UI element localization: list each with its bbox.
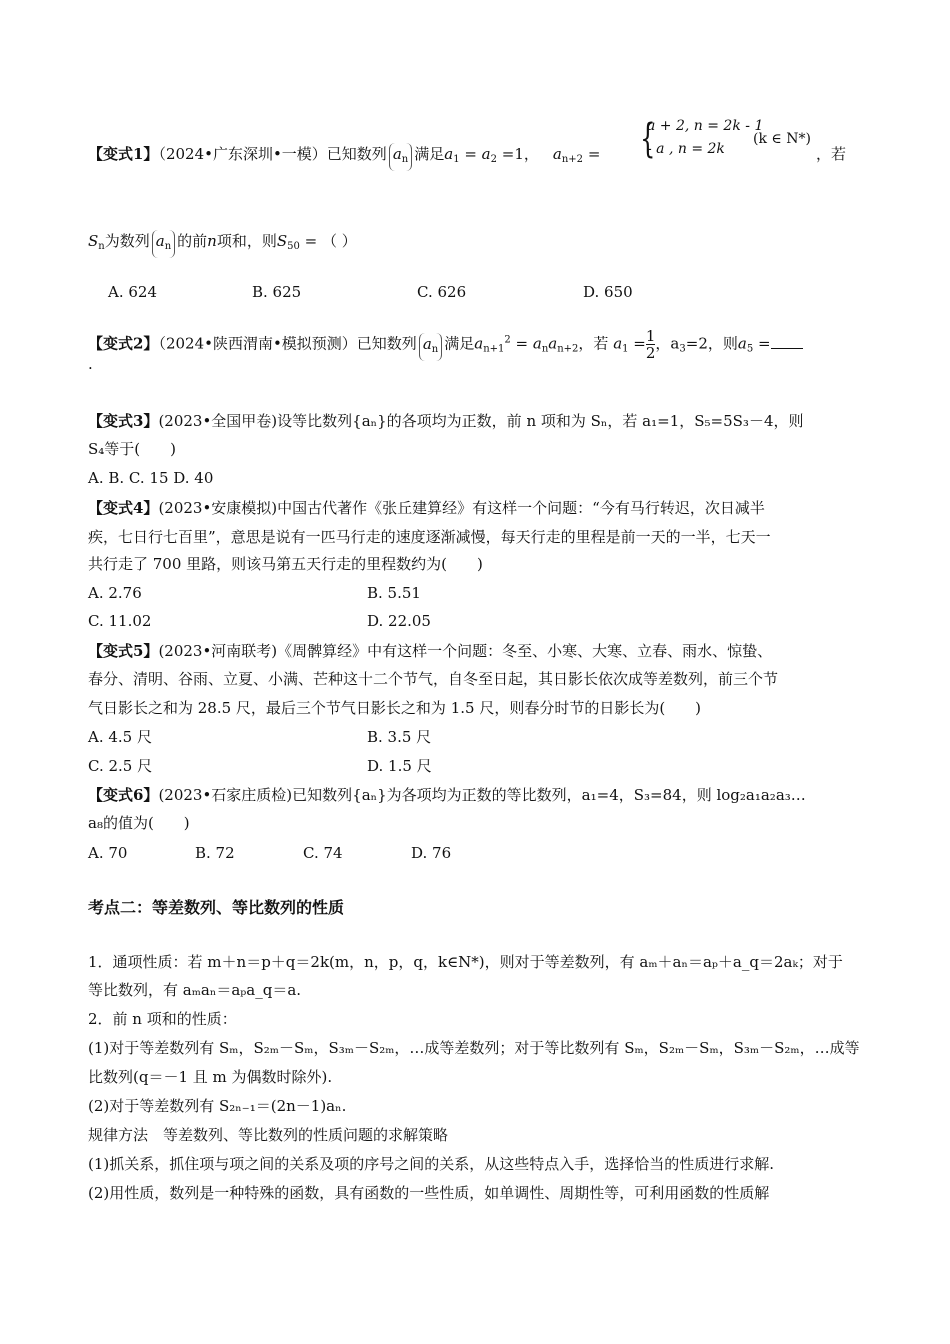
v4-text1: (2023•安康模拟)中国古代著作《张丘建算经》有这样一个问题：“今有马行转迟，次日减半 bbox=[158, 499, 765, 517]
v2-answer-blank bbox=[771, 348, 803, 349]
v6-option-b: B. 72 bbox=[195, 844, 235, 862]
v1-ruo: ，若 bbox=[816, 145, 847, 163]
v4-text3: 共行走了 700 里路，则该马第五天行走的里程数约为( ) bbox=[88, 555, 483, 573]
section-p1b: 等比数列，有 aₘaₙ＝aₚa_q＝a. bbox=[88, 981, 302, 999]
v4-option-c: C. 11.02 bbox=[88, 612, 152, 630]
v1-lhs: a bbox=[552, 145, 562, 163]
v3-options: A. B. C. 15 D. 40 bbox=[88, 469, 214, 487]
v1-line2a: 为数列 bbox=[104, 232, 150, 250]
section-p3a: (1)对于等差数列有 Sₘ，S₂ₘ－Sₘ，S₃ₘ－S₂ₘ，…成等差数列；对于等比数列有 Sₘ，S₂ₘ－Sₘ，S₃ₘ－S₂ₘ，…成等 bbox=[88, 1039, 860, 1057]
v2-eq: ，若 bbox=[578, 334, 609, 353]
v3-text2: S₄等于( ) bbox=[88, 440, 176, 458]
v1-tag: 【变式1】 bbox=[88, 145, 159, 163]
v1-line2: $S_n$为数列 $a_n$ 的前n项和，则$S_{50}$ = （ ） bbox=[88, 230, 357, 258]
v2-tag: 【变式2】 bbox=[88, 334, 159, 353]
v5-tag: 【变式5】 bbox=[88, 642, 159, 660]
section-p1a: 1．通项性质：若 m＋n＝p＋q＝2k(m，n，p，q，k∈N*)，则对于等差数列，有 aₘ＋aₙ＝aₚ＋a_q＝2aₖ；对于 bbox=[88, 953, 843, 971]
v2-a5: = bbox=[757, 334, 771, 353]
v2-half bbox=[646, 328, 656, 361]
section-p3b: 比数列(q＝－1 且 m 为偶数时除外). bbox=[88, 1068, 333, 1086]
v3-text1: (2023•全国甲卷)设等比数列{aₙ}的各项均为正数，前 n 项和为 Sₙ，若 a₁=1，S₅=5S₃－4，则 bbox=[158, 412, 804, 430]
v4-tag: 【变式4】 bbox=[88, 499, 159, 517]
v1-option-c: C. 626 bbox=[417, 283, 467, 301]
section-heading: 考点二：等差数列、等比数列的性质 bbox=[88, 898, 345, 917]
v2-a3val: =2，则 bbox=[685, 334, 738, 353]
v2-dot: . bbox=[88, 355, 93, 373]
v1-option-b: B. 625 bbox=[252, 283, 302, 301]
v1-option-a: A. 624 bbox=[108, 283, 157, 301]
v2-line1: 【变式2】（2024•陕西渭南•模拟预测）已知数列 $a_n$ 满足$a_{n+1}^2 = a_na_{n+2}$，若 $a_1$ = $\frac{1}{2}$ ，$a_3=2$，则$a_5$ = bbox=[88, 328, 803, 361]
v1-piece-row2: - a , n = 2k bbox=[647, 141, 725, 157]
v4-text2: 疾，七日行七百里”，意思是说有一匹马行走的速度逐渐减慢，每天行走的里程是前一天的一半，七天一 bbox=[88, 528, 771, 546]
v1-a1a2: =1， bbox=[501, 145, 539, 163]
v5-option-b: B. 3.5 尺 bbox=[367, 728, 432, 746]
v1-line1: 【变式1】（2024•广东深圳•一模）已知数列 $a_n$ 满足$a_1 = a_2 =1$， $a_{n+2}$ = bbox=[88, 143, 600, 171]
v5-option-a: A. 4.5 尺 bbox=[88, 728, 152, 746]
v6-option-a: A. 70 bbox=[88, 844, 128, 862]
v2-a3: ，a bbox=[655, 334, 680, 353]
section-p6: (1)抓关系，抓住项与项之间的关系及项的序号之间的关系，从这些特点入手，选择恰当的性质进行求解. bbox=[88, 1155, 775, 1173]
v2-half-den: 2 bbox=[645, 344, 656, 362]
section-p2: 2．前 n 项和的性质： bbox=[88, 1010, 237, 1028]
v6-line1 bbox=[88, 784, 806, 806]
v1-k-in-n: (k ∈ N*) bbox=[753, 131, 811, 147]
v4-option-d: D. 22.05 bbox=[367, 612, 431, 630]
v1-source: （2024•广东深圳•一模）已知数列 bbox=[158, 145, 387, 163]
section-p4: (2)对于等差数列有 S₂ₙ₋₁＝(2n－1)aₙ. bbox=[88, 1097, 347, 1115]
v5-text1: (2023•河南联考)《周髀算经》中有这样一个问题：冬至、小寒、大寒、立春、雨水、惊蛰、 bbox=[158, 642, 773, 660]
v3-tag: 【变式3】 bbox=[88, 412, 159, 430]
section-p5: 规律方法 等差数列、等比数列的性质问题的求解策略 bbox=[88, 1126, 449, 1144]
v5-text3: 气日影长之和为 28.5 尺，最后三个节气日影长之和为 1.5 尺，则春分时节的日影长为( ) bbox=[88, 699, 702, 717]
v5-line1 bbox=[88, 640, 772, 662]
v6-option-c: C. 74 bbox=[303, 844, 343, 862]
v4-line1 bbox=[88, 497, 765, 519]
v1-seq-braces: $a_n$ bbox=[389, 143, 412, 171]
v6-text1: (2023•石家庄质检)已知数列{aₙ}为各项均为正数的等比数列，a₁=4，S₃=84，则 log₂a₁a₂a₃… bbox=[158, 786, 806, 804]
v6-text2: a₈的值为( ) bbox=[88, 814, 190, 832]
v1-piecewise-brace: { bbox=[640, 116, 656, 162]
v4-option-b: B. 5.51 bbox=[367, 584, 421, 602]
v2-cond: 满足 bbox=[444, 334, 475, 353]
v1-line2c: 项和，则 bbox=[216, 232, 277, 250]
v3-line1 bbox=[88, 410, 804, 432]
v5-option-c: C. 2.5 尺 bbox=[88, 757, 153, 775]
v1-line2b: 的前 bbox=[177, 232, 208, 250]
v5-option-d: D. 1.5 尺 bbox=[367, 757, 432, 775]
v1-option-d: D. 650 bbox=[583, 283, 633, 301]
v2-source: （2024•陕西渭南•模拟预测）已知数列 bbox=[158, 334, 417, 353]
v4-option-a: A. 2.76 bbox=[88, 584, 142, 602]
v1-piece-row1: a + 2, n = 2k - 1 bbox=[647, 118, 764, 134]
section-p7: (2)用性质，数列是一种特殊的函数，具有函数的一些性质，如单调性、周期性等，可利用函数的性质解 bbox=[88, 1184, 770, 1202]
v1-s50: = （ ） bbox=[304, 232, 357, 250]
v1-cond: 满足 bbox=[414, 145, 445, 163]
v6-option-d: D. 76 bbox=[411, 844, 452, 862]
v2-half-num: 1 bbox=[645, 327, 656, 345]
v1-seq-symbol: a bbox=[392, 145, 402, 163]
v5-text2: 春分、清明、谷雨、立夏、小满、芒种这十二个节气，自冬至日起，其日影长依次成等差数列，前三个节 bbox=[88, 670, 779, 688]
v6-tag: 【变式6】 bbox=[88, 786, 159, 804]
